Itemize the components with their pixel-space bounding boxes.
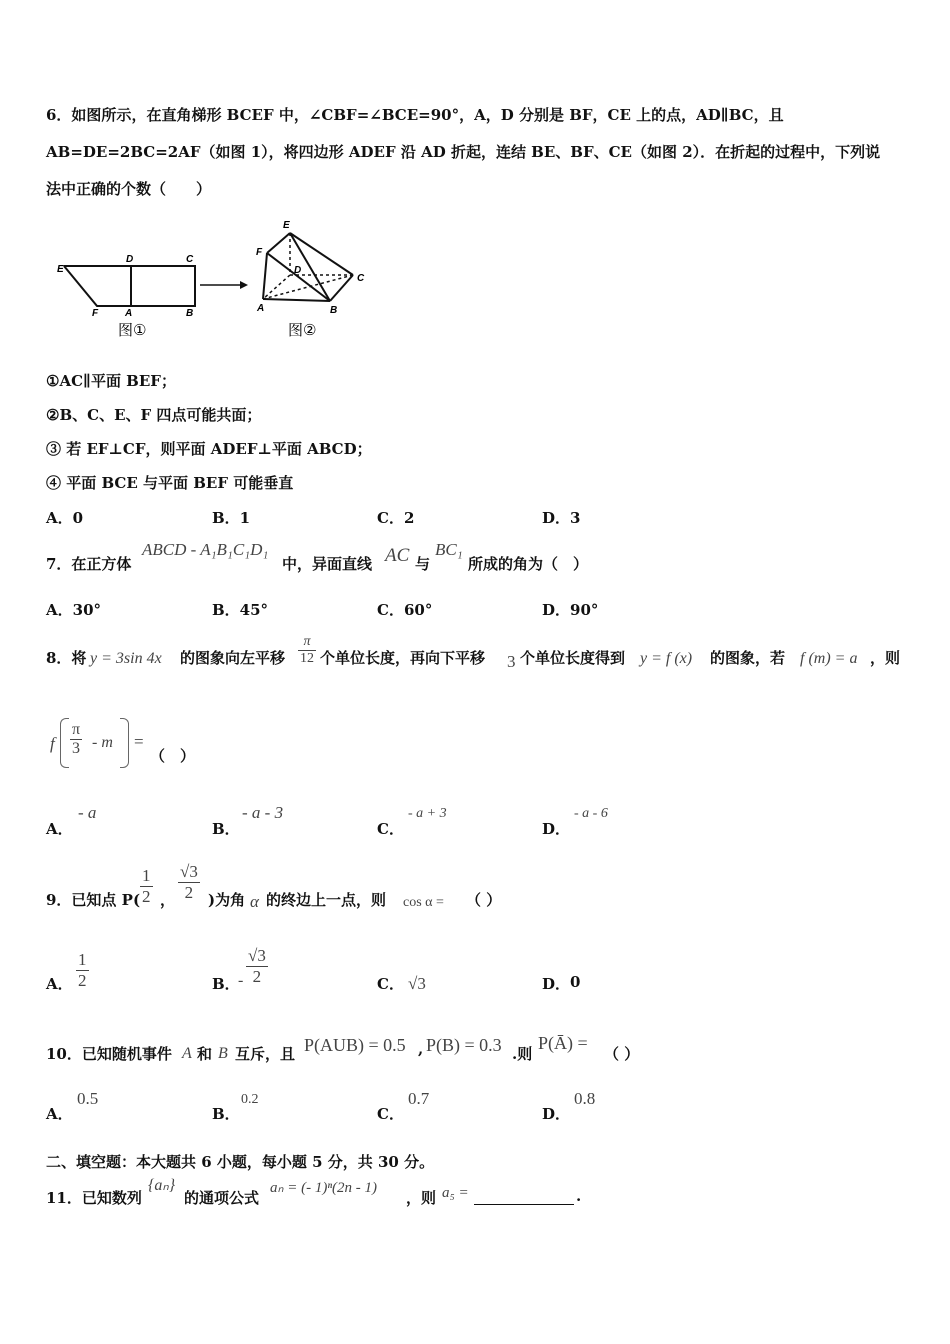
q8-text-4: 的图象，若 bbox=[710, 649, 786, 667]
q6-statement-3: ③ 若 EF⊥CF，则平面 ADEF⊥平面 ABCD； bbox=[46, 440, 372, 458]
q8-func2: y = f (x) bbox=[640, 650, 693, 667]
q10-option-a-label: A． bbox=[46, 1105, 73, 1123]
q6-option-c: C．2 bbox=[377, 509, 415, 527]
q9-option-c-value: √3 bbox=[408, 974, 426, 993]
q6-option-b: B．1 bbox=[212, 509, 251, 527]
q10-then: .则 bbox=[512, 1045, 533, 1063]
q10-option-b-label: B． bbox=[212, 1105, 240, 1123]
q11-sequence: {aₙ} bbox=[148, 1177, 176, 1194]
q7-cube: ABCD - A₁B₁C₁D₁ bbox=[142, 540, 269, 559]
q6-line2: AB=DE=2BC=2AF（如图 1），将四边形 ADEF 沿 AD 折起，连结 BE、BF、CE（如图 2）．在折起的过程中，下列说 bbox=[46, 143, 881, 161]
q10-text-2: 互斥，且 bbox=[235, 1045, 296, 1063]
fraction-denominator: 2 bbox=[142, 887, 151, 906]
q11-answer-blank[interactable] bbox=[474, 1190, 574, 1209]
figure-2 bbox=[250, 215, 375, 340]
q10-p-complement: P(Ā) = bbox=[538, 1033, 588, 1053]
q9-x-fraction bbox=[140, 866, 153, 907]
fraction-denominator: 2 bbox=[78, 971, 87, 990]
q10-prefix: 10．已知随机事件 bbox=[46, 1045, 172, 1063]
q7-suffix: 所成的角为（ ） bbox=[468, 555, 589, 573]
label-d: D bbox=[294, 265, 302, 276]
q7-and: 与 bbox=[415, 555, 431, 573]
label-f: F bbox=[256, 247, 263, 258]
q7-prefix: 7．在正方体 bbox=[46, 555, 132, 573]
q9-option-b-sign: - bbox=[238, 972, 244, 989]
fraction-numerator: √3 bbox=[248, 946, 266, 965]
label-e: E bbox=[57, 264, 64, 275]
q6-option-d: D．3 bbox=[542, 509, 581, 527]
label-b: B bbox=[330, 305, 338, 316]
q11-text-2: ，则 bbox=[406, 1189, 437, 1207]
q10-option-c-label: C． bbox=[377, 1105, 404, 1123]
q10-option-d-value: 0.8 bbox=[574, 1089, 596, 1108]
q10-event-b: B bbox=[218, 1045, 228, 1062]
q8-text-5: ，则 bbox=[870, 649, 901, 667]
q9-comma: ， bbox=[160, 891, 176, 909]
q8-option-d-expr: - a - 6 bbox=[574, 806, 608, 821]
q10-p-union: P(AUB) = 0.5 bbox=[304, 1035, 406, 1055]
q7-option-a: A．30° bbox=[46, 601, 102, 619]
q7-option-c: C．60° bbox=[377, 601, 433, 619]
q7-line-ac: AC bbox=[385, 545, 410, 566]
q8-text-3: 个单位长度得到 bbox=[520, 649, 626, 667]
fraction-denominator: 12 bbox=[300, 651, 314, 666]
ask-tail: - m bbox=[92, 734, 113, 751]
ask-eq: = bbox=[134, 732, 144, 751]
figure-2-caption: 图② bbox=[288, 321, 317, 339]
label-b: B bbox=[186, 308, 194, 319]
q7-line-bc1: BC₁ bbox=[435, 540, 463, 559]
q6-line1: 6．如图所示，在直角梯形 BCEF 中，∠CBF=∠BCE=90°，A，D 分别是 BF，CE 上的点，AD∥BC，且 bbox=[46, 106, 784, 124]
q9-option-b-value bbox=[246, 946, 268, 987]
q6-statement-4: ④ 平面 BCE 与平面 BEF 可能垂直 bbox=[46, 474, 294, 492]
q11-end: . bbox=[576, 1187, 582, 1205]
q6-option-a: A．0 bbox=[46, 509, 84, 527]
q10-event-a: A bbox=[182, 1045, 192, 1062]
q9-option-a-label: A． bbox=[46, 975, 73, 993]
q8-option-c-label: C． bbox=[377, 820, 404, 838]
q8-option-d-label: D． bbox=[542, 820, 571, 838]
q8-option-c-expr: - a + 3 bbox=[408, 806, 447, 821]
label-a: A bbox=[125, 308, 133, 319]
q9-option-c-label: C． bbox=[377, 975, 404, 993]
section-2-heading: 二、填空题：本大题共 6 小题，每小题 5 分，共 30 分。 bbox=[46, 1153, 435, 1171]
ask-f: f bbox=[50, 734, 55, 753]
q8-option-b-label: B． bbox=[212, 820, 240, 838]
label-e: E bbox=[283, 220, 290, 231]
fraction-denominator: 2 bbox=[184, 883, 194, 902]
q8-shift-fraction bbox=[298, 634, 316, 667]
q10-p-b: P(B) = 0.3 bbox=[426, 1035, 502, 1055]
ask-numerator: π bbox=[72, 721, 81, 738]
q8-num: 8．将 bbox=[46, 649, 87, 667]
q10-comma: , bbox=[418, 1040, 424, 1058]
q8-func: y = 3sin 4x bbox=[90, 650, 162, 667]
fraction-numerator: √3 bbox=[180, 862, 198, 881]
q9-option-d-value: 0 bbox=[570, 973, 581, 991]
q9-option-d-label: D． bbox=[542, 975, 571, 993]
label-a: A bbox=[257, 303, 265, 314]
q6-statement-1: ①AC∥平面 BEF； bbox=[46, 372, 176, 390]
q7-mid: 中，异面直线 bbox=[282, 555, 373, 573]
q6-line3: 法中正确的个数（ ） bbox=[46, 180, 212, 198]
q8-option-a-label: A． bbox=[46, 820, 73, 838]
label-d: D bbox=[126, 254, 134, 265]
q9-y-fraction bbox=[178, 862, 200, 903]
q11-ask: a₅ = bbox=[442, 1185, 469, 1201]
q10-option-d-label: D． bbox=[542, 1105, 571, 1123]
fraction-denominator: 2 bbox=[252, 967, 262, 986]
q11-formula: aₙ = (- 1)ⁿ(2n - 1) bbox=[270, 1180, 378, 1196]
q9-paren: （ ） bbox=[466, 891, 502, 909]
q11-prefix: 11．已知数列 bbox=[46, 1189, 142, 1207]
q11-mid: 的通项公式 bbox=[184, 1189, 260, 1207]
q8-down: 3 bbox=[507, 652, 516, 671]
arrow-icon bbox=[198, 278, 250, 292]
fraction-numerator: 1 bbox=[142, 866, 151, 885]
figure-1 bbox=[52, 248, 202, 338]
q9-cos: cos α = bbox=[403, 895, 444, 910]
q7-option-d: D．90° bbox=[542, 601, 599, 619]
q8-option-b-expr: - a - 3 bbox=[242, 803, 284, 822]
left-paren bbox=[60, 718, 69, 768]
q9-prefix: 9．已知点 P( bbox=[46, 891, 141, 909]
q8-text-2: 个单位长度，再向下平移 bbox=[320, 649, 486, 667]
q7-option-b: B．45° bbox=[212, 601, 269, 619]
q9-option-b-label: B． bbox=[212, 975, 240, 993]
figure-1-caption: 图① bbox=[118, 321, 147, 338]
ask-denominator: 3 bbox=[72, 740, 81, 757]
q8-paren: （ ） bbox=[150, 747, 196, 765]
fraction-numerator: π bbox=[298, 634, 316, 651]
label-c: C bbox=[186, 254, 194, 265]
fraction-numerator: 1 bbox=[78, 950, 87, 969]
label-c: C bbox=[357, 273, 365, 284]
right-paren bbox=[120, 718, 129, 768]
q10-option-c-value: 0.7 bbox=[408, 1089, 430, 1108]
q9-mid: )为角 bbox=[208, 891, 246, 909]
q9-alpha: α bbox=[250, 892, 259, 911]
q8-text-1: 的图象向左平移 bbox=[180, 649, 286, 667]
q8-option-a-expr: - a bbox=[78, 803, 97, 822]
q9-option-a-value bbox=[76, 950, 89, 991]
trapezoid-outline bbox=[64, 266, 195, 306]
q10-option-a-value: 0.5 bbox=[77, 1089, 99, 1108]
q10-paren: （ ） bbox=[604, 1045, 640, 1063]
q10-and: 和 bbox=[197, 1045, 213, 1063]
q8-condition: f (m) = a bbox=[800, 650, 858, 667]
label-f: F bbox=[92, 308, 99, 319]
q6-statement-2: ②B、C、E、F 四点可能共面； bbox=[46, 406, 262, 424]
q9-text-2: 的终边上一点，则 bbox=[266, 891, 387, 909]
q10-option-b-value: 0.2 bbox=[241, 1092, 259, 1107]
